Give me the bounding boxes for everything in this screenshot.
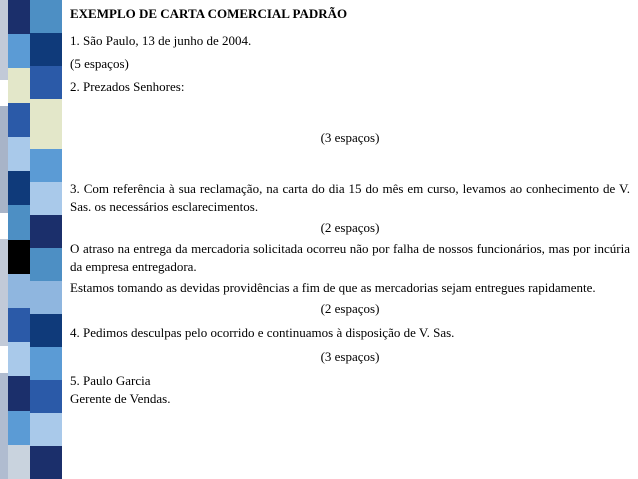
mosaic-tile	[8, 240, 30, 274]
mosaic-tile	[0, 239, 8, 345]
spacing-note: (2 espaços)	[320, 220, 380, 235]
date-line: 1. São Paulo, 13 de junho de 2004.	[70, 33, 252, 48]
mosaic-tile	[30, 182, 62, 215]
mosaic-tile	[0, 373, 8, 479]
mosaic-tile	[8, 171, 30, 205]
mosaic-tile	[8, 342, 30, 376]
salutation-line: 2. Prezados Senhores:	[70, 79, 185, 94]
paragraph-reference: 3. Com referência à sua reclamação, na carta do dia 15 do mês em curso, levamos ao conhecimento de V. Sas. os necessários esclarecimentos.	[70, 181, 630, 214]
mosaic-tile	[8, 0, 30, 34]
mosaic-tile	[30, 0, 62, 33]
mosaic-tile	[0, 106, 8, 212]
mosaic-tile	[8, 137, 30, 171]
mosaic-tile	[8, 308, 30, 342]
mosaic-tile	[0, 213, 8, 240]
mosaic-tile	[30, 281, 62, 314]
mosaic-tile	[0, 346, 8, 373]
mosaic-tile	[30, 66, 62, 99]
signature-name: 5. Paulo Garcia	[70, 373, 151, 388]
closing-line: 4. Pedimos desculpas pelo ocorrido e continuamos à disposição de V. Sas.	[70, 325, 455, 340]
mosaic-tile	[8, 411, 30, 445]
mosaic-tile	[8, 34, 30, 68]
mosaic-tile	[30, 347, 62, 380]
paragraph-delay: O atraso na entrega da mercadoria solicitada ocorreu não por falha de nossos funcionários, mas por incúria da empresa entregadora.	[70, 241, 630, 274]
mosaic-tile	[8, 445, 30, 479]
mosaic-tile	[30, 248, 62, 281]
spacing-note: (3 espaços)	[320, 349, 380, 364]
spacing-note: (2 espaços)	[320, 301, 380, 316]
mosaic-tile	[8, 103, 30, 137]
mosaic-tile	[30, 215, 62, 248]
mosaic-column-middle	[8, 0, 30, 479]
document-title: EXEMPLO DE CARTA COMERCIAL PADRÃO	[70, 6, 348, 21]
letter-body	[70, 32, 630, 408]
spacing-note: (5 espaços)	[70, 56, 129, 71]
mosaic-tile	[30, 314, 62, 347]
mosaic-column-left	[0, 0, 8, 479]
signature-role: Gerente de Vendas.	[70, 391, 171, 406]
mosaic-tile	[8, 205, 30, 239]
paragraph-actions: Estamos tomando as devidas providências a fim de que as mercadorias sejam entregues rapidamente.	[70, 280, 596, 295]
mosaic-tile	[8, 376, 30, 410]
mosaic-tile	[0, 80, 8, 107]
mosaic-tile	[30, 149, 62, 182]
mosaic-tile	[30, 446, 62, 479]
mosaic-tile	[30, 413, 62, 446]
mosaic-tile	[8, 274, 30, 308]
spacing-note: (3 espaços)	[320, 130, 380, 145]
mosaic-tile	[0, 0, 8, 80]
mosaic-tile	[30, 99, 62, 149]
mosaic-tile	[30, 380, 62, 413]
decorative-mosaic	[0, 0, 62, 479]
mosaic-tile	[8, 68, 30, 102]
mosaic-tile	[30, 33, 62, 66]
mosaic-column-right	[30, 0, 62, 479]
